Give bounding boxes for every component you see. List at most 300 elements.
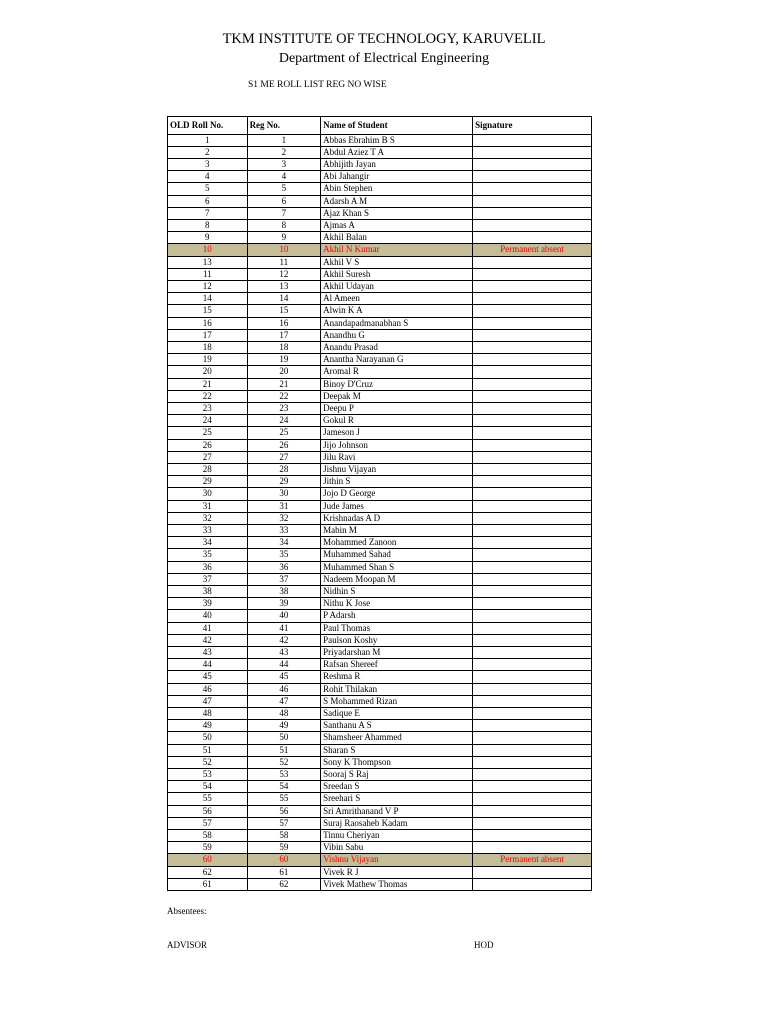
old-roll-cell: 43	[168, 647, 248, 659]
table-row	[168, 415, 592, 427]
old-roll-cell: 23	[168, 402, 248, 414]
table-row	[168, 586, 592, 598]
table-row	[168, 293, 592, 305]
table-row	[168, 390, 592, 402]
reg-no-cell: 28	[247, 463, 321, 475]
signature-cell	[473, 268, 592, 280]
student-name-cell: Akhil Udayan	[321, 280, 473, 292]
reg-no-cell: 36	[247, 561, 321, 573]
old-roll-cell: 17	[168, 329, 248, 341]
table-row	[168, 732, 592, 744]
old-roll-cell: 3	[168, 158, 248, 170]
old-roll-cell: 29	[168, 476, 248, 488]
signature-cell	[473, 305, 592, 317]
table-row	[168, 744, 592, 756]
student-name-cell: Deepak M	[321, 390, 473, 402]
student-name-cell: Vishnu Vijayan	[321, 854, 473, 866]
old-roll-cell: 48	[168, 708, 248, 720]
reg-no-cell: 54	[247, 781, 321, 793]
signature-cell	[473, 256, 592, 268]
signature-cell	[473, 158, 592, 170]
old-roll-cell: 37	[168, 573, 248, 585]
hod-label: HOD	[474, 940, 494, 950]
reg-no-cell: 61	[247, 866, 321, 878]
reg-no-cell: 33	[247, 525, 321, 537]
reg-no-cell: 16	[247, 317, 321, 329]
reg-no-cell: 47	[247, 695, 321, 707]
table-row	[168, 561, 592, 573]
signature-cell	[473, 659, 592, 671]
student-name-cell: Nadeem Moopan M	[321, 573, 473, 585]
table-row	[168, 805, 592, 817]
old-roll-cell: 2	[168, 146, 248, 158]
signature-cell: Permanent absent	[473, 854, 592, 866]
signature-cell	[473, 195, 592, 207]
student-name-cell: Jithin S	[321, 476, 473, 488]
old-roll-cell: 20	[168, 366, 248, 378]
reg-no-cell: 20	[247, 366, 321, 378]
signature-cell	[473, 500, 592, 512]
department-title: Department of Electrical Engineering	[278, 51, 490, 66]
old-roll-cell: 9	[168, 232, 248, 244]
signature-cell	[473, 171, 592, 183]
student-name-cell: Vibin Sabu	[321, 842, 473, 854]
reg-no-cell: 48	[247, 708, 321, 720]
table-row	[168, 305, 592, 317]
table-row	[168, 268, 592, 280]
table-row	[168, 781, 592, 793]
old-roll-cell: 34	[168, 537, 248, 549]
reg-no-cell: 21	[247, 378, 321, 390]
old-roll-cell: 7	[168, 207, 248, 219]
student-name-cell: Sadique E	[321, 708, 473, 720]
signature-cell	[473, 708, 592, 720]
old-roll-cell: 53	[168, 769, 248, 781]
student-name-cell: Al Ameen	[321, 293, 473, 305]
signature-cell	[473, 439, 592, 451]
student-name-cell: Muhammed Sahad	[321, 549, 473, 561]
old-roll-cell: 21	[168, 378, 248, 390]
reg-no-cell: 2	[247, 146, 321, 158]
student-name-cell: Akhil N Kumar	[321, 244, 473, 256]
institution-title: TKM INSTITUTE OF TECHNOLOGY, KARUVELIL	[222, 31, 546, 47]
signature-cell	[473, 744, 592, 756]
old-roll-cell: 46	[168, 683, 248, 695]
table-row	[168, 683, 592, 695]
student-name-cell: Ajaz Khan S	[321, 207, 473, 219]
table-row	[168, 537, 592, 549]
student-name-cell: Jijo Johnson	[321, 439, 473, 451]
table-body	[168, 134, 592, 891]
table-row	[168, 158, 592, 170]
table-row	[168, 830, 592, 842]
old-roll-cell: 60	[168, 854, 248, 866]
column-header-name: Name of Student	[321, 117, 473, 135]
reg-no-cell: 59	[247, 842, 321, 854]
reg-no-cell: 1	[247, 134, 321, 146]
signature-cell	[473, 842, 592, 854]
column-header-reg-no: Reg No.	[247, 117, 321, 135]
signature-cell	[473, 402, 592, 414]
signature-cell	[473, 146, 592, 158]
reg-no-cell: 10	[247, 244, 321, 256]
signature-cell	[473, 622, 592, 634]
reg-no-cell: 42	[247, 634, 321, 646]
signature-cell	[473, 280, 592, 292]
reg-no-cell: 50	[247, 732, 321, 744]
student-name-cell: Santhanu A S	[321, 720, 473, 732]
signature-cell	[473, 866, 592, 878]
signature-cell	[473, 793, 592, 805]
student-name-cell: Anandapadmanabhan S	[321, 317, 473, 329]
student-name-cell: Nithu K Jose	[321, 598, 473, 610]
reg-no-cell: 44	[247, 659, 321, 671]
student-name-cell: Shamsheer Ahammed	[321, 732, 473, 744]
table-row	[168, 366, 592, 378]
signature-cell	[473, 219, 592, 231]
old-roll-cell: 19	[168, 354, 248, 366]
reg-no-cell: 18	[247, 341, 321, 353]
reg-no-cell: 12	[247, 268, 321, 280]
table-row	[168, 463, 592, 475]
student-name-cell: Anandhu G	[321, 329, 473, 341]
student-name-cell: Rohit Thilakan	[321, 683, 473, 695]
student-name-cell: Jishnu Vijayan	[321, 463, 473, 475]
student-name-cell: Jilu Ravi	[321, 451, 473, 463]
student-name-cell: Abbas Ebrahim B S	[321, 134, 473, 146]
reg-no-cell: 19	[247, 354, 321, 366]
reg-no-cell: 35	[247, 549, 321, 561]
student-name-cell: Paulson Koshy	[321, 634, 473, 646]
table-row	[168, 219, 592, 231]
reg-no-cell: 43	[247, 647, 321, 659]
column-header-old-roll: OLD Roll No.	[168, 117, 248, 135]
reg-no-cell: 29	[247, 476, 321, 488]
table-row	[168, 817, 592, 829]
old-roll-cell: 58	[168, 830, 248, 842]
table-row	[168, 378, 592, 390]
signature-cell	[473, 878, 592, 890]
old-roll-cell: 5	[168, 183, 248, 195]
student-name-cell: Gokul R	[321, 415, 473, 427]
student-name-cell: Reshma R	[321, 671, 473, 683]
reg-no-cell: 58	[247, 830, 321, 842]
old-roll-cell: 55	[168, 793, 248, 805]
reg-no-cell: 34	[247, 537, 321, 549]
old-roll-cell: 35	[168, 549, 248, 561]
student-name-cell: Priyadarshan M	[321, 647, 473, 659]
signature-cell: Permanent absent	[473, 244, 592, 256]
old-roll-cell: 36	[168, 561, 248, 573]
table-row	[168, 171, 592, 183]
signature-cell	[473, 561, 592, 573]
reg-no-cell: 3	[247, 158, 321, 170]
old-roll-cell: 39	[168, 598, 248, 610]
table-row	[168, 878, 592, 890]
reg-no-cell: 39	[247, 598, 321, 610]
old-roll-cell: 8	[168, 219, 248, 231]
student-name-cell: Mabin M	[321, 525, 473, 537]
table-row	[168, 769, 592, 781]
old-roll-cell: 10	[168, 244, 248, 256]
table-row	[168, 720, 592, 732]
table-row	[168, 232, 592, 244]
table-row	[168, 317, 592, 329]
old-roll-cell: 42	[168, 634, 248, 646]
signature-cell	[473, 732, 592, 744]
old-roll-cell: 32	[168, 512, 248, 524]
student-name-cell: Sreedan S	[321, 781, 473, 793]
old-roll-cell: 11	[168, 268, 248, 280]
student-name-cell: Akhil V S	[321, 256, 473, 268]
student-name-cell: Jojo D George	[321, 488, 473, 500]
signature-cell	[473, 769, 592, 781]
table-row	[168, 525, 592, 537]
reg-no-cell: 49	[247, 720, 321, 732]
student-name-cell: Mohammed Zanoon	[321, 537, 473, 549]
signature-cell	[473, 830, 592, 842]
table-row	[168, 244, 592, 256]
table-row	[168, 451, 592, 463]
student-name-cell: Krishnadas A D	[321, 512, 473, 524]
signature-cell	[473, 378, 592, 390]
table-row	[168, 402, 592, 414]
reg-no-cell: 37	[247, 573, 321, 585]
reg-no-cell: 25	[247, 427, 321, 439]
old-roll-cell: 57	[168, 817, 248, 829]
signature-cell	[473, 415, 592, 427]
student-name-cell: Sharan S	[321, 744, 473, 756]
old-roll-cell: 18	[168, 341, 248, 353]
signature-cell	[473, 525, 592, 537]
reg-no-cell: 17	[247, 329, 321, 341]
old-roll-cell: 50	[168, 732, 248, 744]
old-roll-cell: 47	[168, 695, 248, 707]
student-name-cell: Binoy D'Cruz	[321, 378, 473, 390]
reg-no-cell: 55	[247, 793, 321, 805]
old-roll-cell: 40	[168, 610, 248, 622]
table-row	[168, 195, 592, 207]
reg-no-cell: 6	[247, 195, 321, 207]
reg-no-cell: 22	[247, 390, 321, 402]
student-name-cell: Tinnu Cheriyan	[321, 830, 473, 842]
old-roll-cell: 13	[168, 256, 248, 268]
table-row	[168, 488, 592, 500]
student-name-cell: Abhijith Jayan	[321, 158, 473, 170]
old-roll-cell: 15	[168, 305, 248, 317]
reg-no-cell: 4	[247, 171, 321, 183]
table-row	[168, 647, 592, 659]
student-name-cell: Alwin K A	[321, 305, 473, 317]
signature-cell	[473, 427, 592, 439]
old-roll-cell: 22	[168, 390, 248, 402]
signature-cell	[473, 354, 592, 366]
table-row	[168, 793, 592, 805]
student-name-cell: Akhil Balan	[321, 232, 473, 244]
table-row	[168, 183, 592, 195]
signature-cell	[473, 634, 592, 646]
student-name-cell: Sri Amrithanand V P	[321, 805, 473, 817]
signature-cell	[473, 586, 592, 598]
old-roll-cell: 6	[168, 195, 248, 207]
table-row	[168, 854, 592, 866]
reg-no-cell: 53	[247, 769, 321, 781]
signature-cell	[473, 817, 592, 829]
old-roll-cell: 30	[168, 488, 248, 500]
table-row	[168, 500, 592, 512]
old-roll-cell: 31	[168, 500, 248, 512]
reg-no-cell: 26	[247, 439, 321, 451]
reg-no-cell: 27	[247, 451, 321, 463]
reg-no-cell: 60	[247, 854, 321, 866]
old-roll-cell: 28	[168, 463, 248, 475]
table-row	[168, 866, 592, 878]
table-row	[168, 280, 592, 292]
old-roll-cell: 25	[168, 427, 248, 439]
old-roll-cell: 41	[168, 622, 248, 634]
signature-cell	[473, 781, 592, 793]
reg-no-cell: 57	[247, 817, 321, 829]
student-name-cell: Vivek Mathew Thomas	[321, 878, 473, 890]
signature-cell	[473, 695, 592, 707]
table-row	[168, 439, 592, 451]
student-name-cell: Adarsh A M	[321, 195, 473, 207]
roll-list-heading: S1 ME ROLL LIST REG NO WISE	[248, 80, 387, 90]
old-roll-cell: 14	[168, 293, 248, 305]
signature-cell	[473, 805, 592, 817]
table-row	[168, 427, 592, 439]
old-roll-cell: 45	[168, 671, 248, 683]
table-row	[168, 695, 592, 707]
reg-no-cell: 9	[247, 232, 321, 244]
student-name-cell: S Mohammed Rizan	[321, 695, 473, 707]
student-name-cell: Vivek R J	[321, 866, 473, 878]
student-name-cell: Anantha Narayanan G	[321, 354, 473, 366]
old-roll-cell: 1	[168, 134, 248, 146]
signature-cell	[473, 451, 592, 463]
column-header-signature: Signature	[473, 117, 592, 135]
student-name-cell: Ajmas A	[321, 219, 473, 231]
student-name-cell: Sooraj S Raj	[321, 769, 473, 781]
old-roll-cell: 24	[168, 415, 248, 427]
student-name-cell: Muhammed Shan S	[321, 561, 473, 573]
old-roll-cell: 56	[168, 805, 248, 817]
reg-no-cell: 14	[247, 293, 321, 305]
student-name-cell: Abi Jahangir	[321, 171, 473, 183]
signature-cell	[473, 610, 592, 622]
student-name-cell: Rafsan Shereef	[321, 659, 473, 671]
student-name-cell: Abin Stephen	[321, 183, 473, 195]
table-row	[168, 659, 592, 671]
table-row	[168, 708, 592, 720]
signature-cell	[473, 598, 592, 610]
signature-cell	[473, 341, 592, 353]
old-roll-cell: 12	[168, 280, 248, 292]
old-roll-cell: 54	[168, 781, 248, 793]
old-roll-cell: 62	[168, 866, 248, 878]
table-row	[168, 134, 592, 146]
reg-no-cell: 56	[247, 805, 321, 817]
table-row	[168, 573, 592, 585]
reg-no-cell: 7	[247, 207, 321, 219]
reg-no-cell: 38	[247, 586, 321, 598]
table-row	[168, 549, 592, 561]
signature-cell	[473, 463, 592, 475]
table-row	[168, 622, 592, 634]
reg-no-cell: 8	[247, 219, 321, 231]
reg-no-cell: 5	[247, 183, 321, 195]
reg-no-cell: 41	[247, 622, 321, 634]
table-row	[168, 756, 592, 768]
signature-cell	[473, 366, 592, 378]
table-row	[168, 354, 592, 366]
table-row	[168, 634, 592, 646]
signature-cell	[473, 488, 592, 500]
table-row	[168, 842, 592, 854]
reg-no-cell: 46	[247, 683, 321, 695]
student-name-cell: Abdul Aziez T A	[321, 146, 473, 158]
student-name-cell: Paul Thomas	[321, 622, 473, 634]
table-row	[168, 256, 592, 268]
old-roll-cell: 38	[168, 586, 248, 598]
old-roll-cell: 61	[168, 878, 248, 890]
student-name-cell: Jude James	[321, 500, 473, 512]
old-roll-cell: 51	[168, 744, 248, 756]
signature-cell	[473, 549, 592, 561]
old-roll-cell: 27	[168, 451, 248, 463]
signature-cell	[473, 512, 592, 524]
student-name-cell: Jameson J	[321, 427, 473, 439]
student-name-cell: Aromal R	[321, 366, 473, 378]
signature-cell	[473, 329, 592, 341]
signature-cell	[473, 671, 592, 683]
table-header-row	[168, 117, 592, 135]
old-roll-cell: 52	[168, 756, 248, 768]
table-row	[168, 207, 592, 219]
student-name-cell: P Adarsh	[321, 610, 473, 622]
reg-no-cell: 45	[247, 671, 321, 683]
table-row	[168, 671, 592, 683]
signature-cell	[473, 317, 592, 329]
table-row	[168, 610, 592, 622]
student-name-cell: Sony K Thompson	[321, 756, 473, 768]
reg-no-cell: 31	[247, 500, 321, 512]
signature-cell	[473, 647, 592, 659]
signature-cell	[473, 683, 592, 695]
advisor-label: ADVISOR	[167, 940, 208, 950]
old-roll-cell: 16	[168, 317, 248, 329]
reg-no-cell: 30	[247, 488, 321, 500]
table-row	[168, 512, 592, 524]
reg-no-cell: 40	[247, 610, 321, 622]
reg-no-cell: 32	[247, 512, 321, 524]
reg-no-cell: 51	[247, 744, 321, 756]
signature-cell	[473, 573, 592, 585]
old-roll-cell: 44	[168, 659, 248, 671]
signature-cell	[473, 476, 592, 488]
old-roll-cell: 4	[168, 171, 248, 183]
student-name-cell: Nidhin S	[321, 586, 473, 598]
reg-no-cell: 15	[247, 305, 321, 317]
table-row	[168, 598, 592, 610]
signature-cell	[473, 232, 592, 244]
student-name-cell: Akhil Suresh	[321, 268, 473, 280]
old-roll-cell: 59	[168, 842, 248, 854]
signature-cell	[473, 390, 592, 402]
student-name-cell: Sreehari S	[321, 793, 473, 805]
reg-no-cell: 13	[247, 280, 321, 292]
signature-cell	[473, 134, 592, 146]
